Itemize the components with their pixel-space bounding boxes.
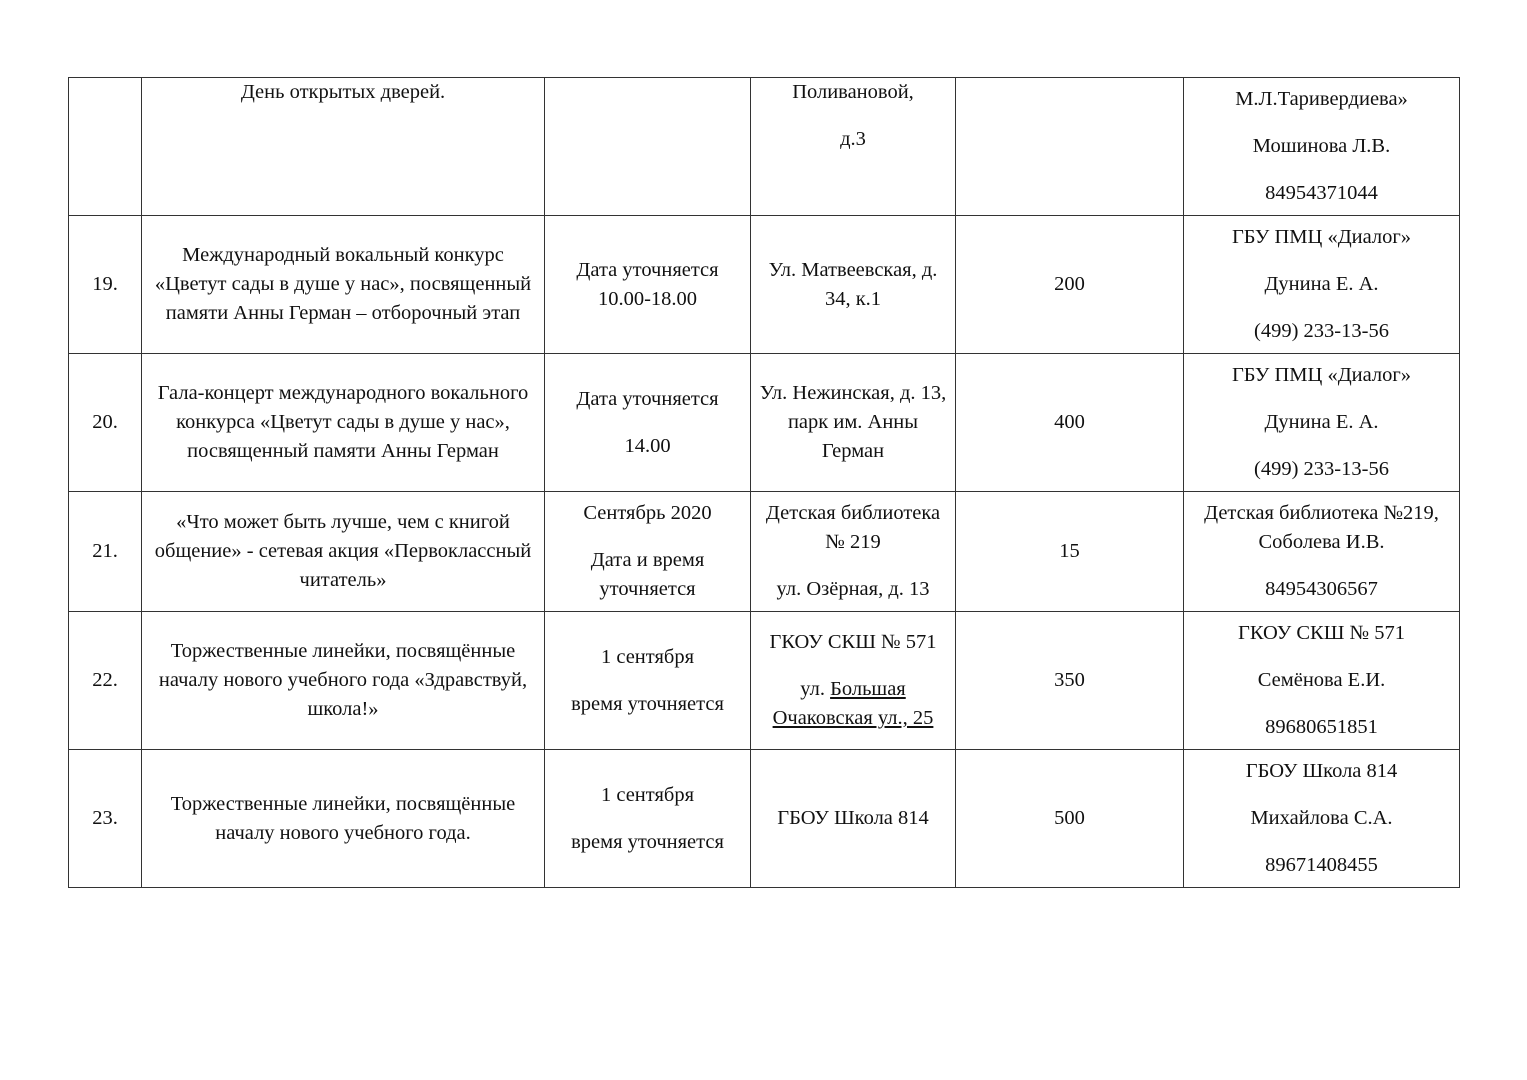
organizer-contact: [1184, 354, 1460, 492]
date-line: время уточняется: [571, 692, 724, 715]
event-date: [545, 750, 751, 888]
date-line: Сентябрь 2020: [583, 502, 712, 524]
participant-count: 400: [956, 354, 1184, 492]
address-line: Ул. Нежинская, д. 13, парк им. Анны Герман: [759, 382, 947, 462]
contact-line: 84954306567: [1265, 578, 1378, 600]
date-line: время уточняется: [571, 830, 724, 853]
participant-count: [956, 78, 1184, 216]
contact-line: Михайлова С.А.: [1250, 807, 1393, 829]
address-street: [759, 675, 947, 733]
table-row: [69, 354, 1460, 492]
table-row: [69, 612, 1460, 750]
date-line: Дата и время уточняется: [590, 549, 705, 600]
table-row: [69, 750, 1460, 888]
event-title: Торжественные линейки, посвящённые началу нового учебного года «Здравствуй, школа!»: [142, 612, 545, 750]
date-line: Дата уточняется: [576, 387, 719, 410]
date-line: 1 сентября: [600, 783, 695, 806]
contact-line: Детская библиотека №219, Соболева И.В.: [1204, 502, 1439, 553]
address-line: ГБОУ Школа 814: [777, 807, 929, 829]
participant-count: 500: [956, 750, 1184, 888]
event-title: Международный вокальный конкурс «Цветут сады в душе у нас», посвященный памяти Анны Герман – отборочный этап: [142, 216, 545, 354]
participant-count: 200: [956, 216, 1184, 354]
contact-line: 84954371044: [1265, 182, 1378, 204]
participant-count: 350: [956, 612, 1184, 750]
organizer-contact: [1184, 492, 1460, 612]
row-number: 23.: [69, 750, 142, 888]
address-line: д.3: [840, 128, 866, 150]
event-title: День открытых дверей.: [142, 78, 545, 216]
contact-line: (499) 233-13-56: [1254, 458, 1389, 480]
address-line: ул. Озёрная, д. 13: [776, 578, 930, 600]
row-number: 21.: [69, 492, 142, 612]
table-row: [69, 492, 1460, 612]
address-line: Поливановой,: [792, 81, 914, 103]
event-address: [751, 216, 956, 354]
participant-count: 15: [956, 492, 1184, 612]
address-line: ГКОУ СКШ № 571: [769, 631, 937, 653]
events-table: [68, 77, 1460, 888]
street-link[interactable]: Большая Очаковская ул., 25: [772, 678, 934, 729]
date-line: 14.00: [624, 434, 671, 457]
contact-line: (499) 233-13-56: [1254, 320, 1389, 342]
event-title: Гала-концерт международного вокального конкурса «Цветут сады в душе у нас», посвященный памяти Анны Герман: [142, 354, 545, 492]
organizer-contact: [1184, 216, 1460, 354]
row-number: 19.: [69, 216, 142, 354]
event-title: «Что может быть лучше, чем с книгой общение» - сетевая акция «Первоклассный читатель»: [142, 492, 545, 612]
event-date: [545, 492, 751, 612]
table-row: [69, 216, 1460, 354]
contact-line: ГБУ ПМЦ «Диалог»: [1231, 364, 1412, 386]
street-prefix: ул.: [800, 678, 831, 700]
address-line: Ул. Матвеевская, д. 34, к.1: [768, 258, 938, 310]
table-row: [69, 78, 1460, 216]
contact-line: Семёнова Е.И.: [1257, 669, 1386, 691]
contact-line: 89671408455: [1265, 854, 1378, 876]
contact-line: Мошинова Л.В.: [1252, 135, 1391, 157]
organizer-contact: [1184, 78, 1460, 216]
event-address: [751, 78, 956, 216]
event-date: [545, 78, 751, 216]
contact-line: Дунина Е. А.: [1264, 411, 1379, 433]
event-address: [751, 354, 956, 492]
event-date: [545, 216, 751, 354]
date-line: 1 сентября: [600, 645, 695, 668]
address-line: Детская библиотека № 219: [765, 502, 941, 553]
row-number: [69, 78, 142, 216]
event-address: [751, 492, 956, 612]
event-date: [545, 612, 751, 750]
event-address: [751, 750, 956, 888]
contact-line: ГБУ ПМЦ «Диалог»: [1231, 226, 1412, 248]
contact-line: М.Л.Таривердиева»: [1235, 88, 1408, 110]
event-date: [545, 354, 751, 492]
date-line: Дата уточняется: [576, 258, 719, 281]
contact-line: ГБОУ Школа 814: [1245, 760, 1398, 782]
event-address: [751, 612, 956, 750]
contact-line: Дунина Е. А.: [1264, 273, 1379, 295]
date-line: 10.00-18.00: [597, 287, 698, 310]
organizer-contact: [1184, 750, 1460, 888]
row-number: 22.: [69, 612, 142, 750]
event-title: Торжественные линейки, посвящённые началу нового учебного года.: [142, 750, 545, 888]
organizer-contact: [1184, 612, 1460, 750]
contact-line: 89680651851: [1265, 716, 1378, 738]
row-number: 20.: [69, 354, 142, 492]
contact-line: ГКОУ СКШ № 571: [1238, 622, 1405, 644]
